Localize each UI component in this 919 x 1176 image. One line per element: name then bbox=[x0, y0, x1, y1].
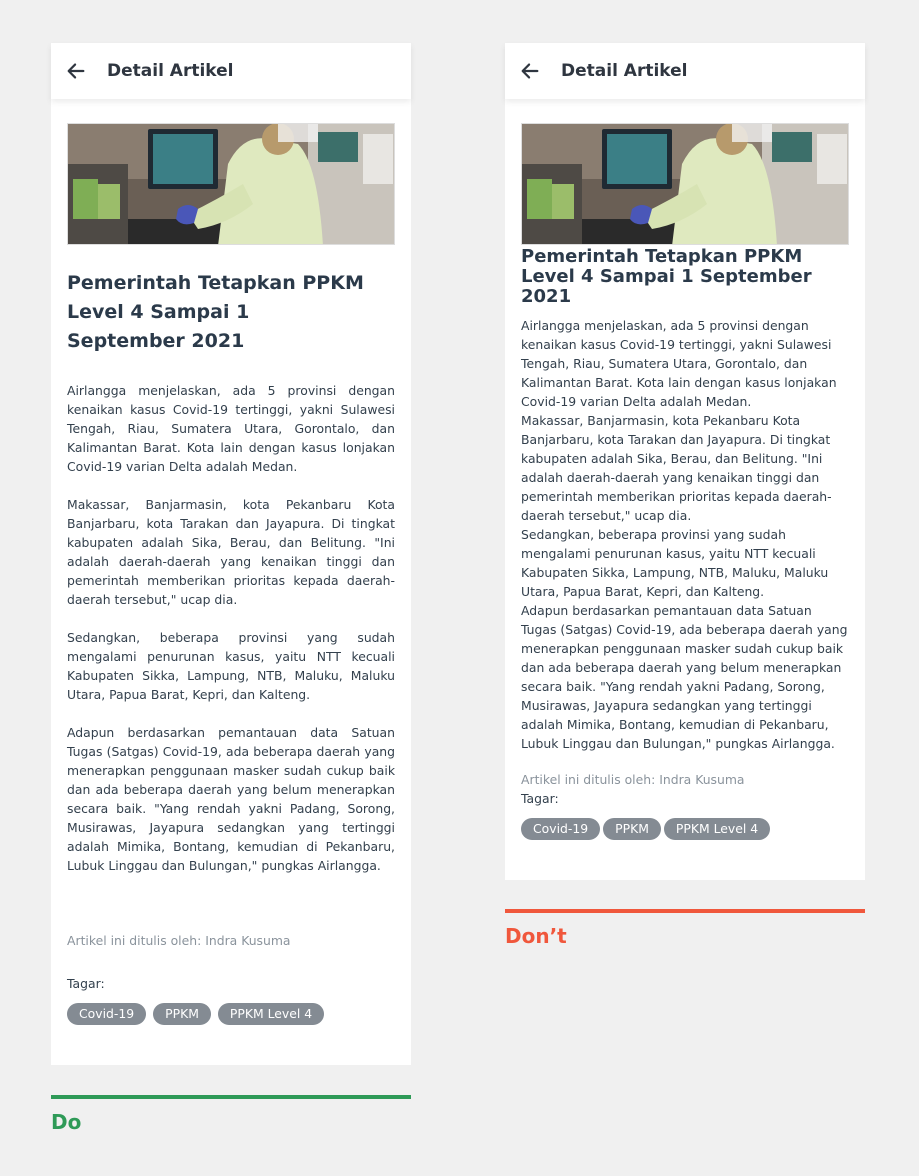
article-screen-do bbox=[51, 43, 411, 1065]
do-divider bbox=[51, 1095, 411, 1099]
top-app-bar bbox=[51, 43, 411, 99]
article-screen-dont bbox=[505, 43, 865, 880]
article-paragraph: Airlangga menjelaskan, ada 5 provinsi dengan kenaikan kasus Covid-19 tertinggi, yakni Sulawesi Tengah, Riau, Sumatera Utara, Gorontalo, dan Kalimantan Barat. Kota lain dengan kasus lonjakan Covid-19 varian Delta adalah Medan. bbox=[521, 318, 837, 409]
tag-chip[interactable]: PPKM Level 4 bbox=[218, 1003, 324, 1025]
article-author: Artikel ini ditulis oleh: Indra Kusuma bbox=[67, 933, 291, 948]
article-body bbox=[67, 381, 395, 894]
tag-list bbox=[67, 1003, 324, 1025]
article-paragraph: Adapun berdasarkan pemantauan data Satuan Tugas (Satgas) Covid-19, ada beberapa daerah yang menerapkan penggunaan masker sudah cukup baik dan ada beberapa daerah yang belum menerapkan secara baik. "Yang rendah yakni Padang, Sorong, Musirawas, Jayapura sedangkan yang tertinggi adalah Mimika, Bontang, kemudian di Pekanbaru, Lubuk Linggau dan Bulungan," pungkas Airlangga. bbox=[521, 603, 848, 751]
article-body bbox=[521, 316, 851, 753]
top-app-bar bbox=[505, 43, 865, 99]
article-paragraph: Sedangkan, beberapa provinsi yang sudah mengalami penurunan kasus, yaitu NTT kecuali Kabupaten Sikka, Lampung, NTB, Maluku, Maluku Utara, Papua Barat, Kepri, dan Kalteng. bbox=[67, 630, 395, 702]
tag-chip[interactable]: PPKM bbox=[603, 818, 661, 840]
tag-list bbox=[521, 818, 770, 840]
article-author: Artikel ini ditulis oleh: Indra Kusuma bbox=[521, 772, 745, 787]
article-title: Pemerintah Tetapkan PPKM Level 4 Sampai 1 September 2021 bbox=[67, 272, 364, 352]
tags-label: Tagar: bbox=[67, 976, 105, 991]
tag-chip[interactable]: PPKM Level 4 bbox=[664, 818, 770, 840]
tag-chip[interactable]: PPKM bbox=[153, 1003, 211, 1025]
article-paragraph: Makassar, Banjarmasin, kota Pekanbaru Kota Banjarbaru, kota Tarakan dan Jayapura. Di tingkat kabupaten adalah Sika, Berau, dan Belitung. "Ini adalah daerah-daerah yang kenaikan tinggi dan pemerintah memberikan prioritas kepada daerah-daerah tersebut," ucap dia. bbox=[67, 497, 395, 607]
article-image bbox=[67, 123, 395, 245]
article-paragraph: Adapun berdasarkan pemantauan data Satuan Tugas (Satgas) Covid-19, ada beberapa daerah yang menerapkan penggunaan masker sudah cukup baik dan ada beberapa daerah yang belum menerapkan secara baik. "Yang rendah yakni Padang, Sorong, Musirawas, Jayapura sedangkan yang tertinggi adalah Mimika, Bontang, kemudian di Pekanbaru, Lubuk Linggau dan Bulungan," pungkas Airlangga. bbox=[67, 725, 395, 873]
article-paragraph: Makassar, Banjarmasin, kota Pekanbaru Kota Banjarbaru, kota Tarakan dan Jayapura. Di tingkat kabupaten adalah Sika, Berau, dan Belitung. "Ini adalah daerah-daerah yang kenaikan tinggi dan pemerintah memberikan prioritas kepada daerah-daerah tersebut," ucap dia. bbox=[521, 413, 832, 523]
do-label: Do bbox=[51, 1110, 82, 1134]
dont-divider bbox=[505, 909, 865, 913]
article-paragraph: Airlangga menjelaskan, ada 5 provinsi dengan kenaikan kasus Covid-19 tertinggi, yakni Sulawesi Tengah, Riau, Sumatera Utara, Gorontalo, dan Kalimantan Barat. Kota lain dengan kasus lonjakan Covid-19 varian Delta adalah Medan. bbox=[67, 383, 395, 474]
article-title: Pemerintah Tetapkan PPKM Level 4 Sampai 1 September 2021 bbox=[521, 246, 812, 307]
dont-label: Don’t bbox=[505, 924, 567, 948]
article-paragraph: Sedangkan, beberapa provinsi yang sudah mengalami penurunan kasus, yaitu NTT kecuali Kabupaten Sikka, Lampung, NTB, Maluku, Maluku Utara, Papua Barat, Kepri, dan Kalteng. bbox=[521, 527, 829, 599]
page-title: Detail Artikel bbox=[107, 61, 234, 81]
arrow-left-icon[interactable] bbox=[65, 60, 87, 82]
tag-chip[interactable]: Covid-19 bbox=[67, 1003, 146, 1025]
tags-label: Tagar: bbox=[521, 791, 559, 806]
page-title: Detail Artikel bbox=[561, 61, 688, 81]
article-image bbox=[521, 123, 849, 245]
tag-chip[interactable]: Covid-19 bbox=[521, 818, 600, 840]
arrow-left-icon[interactable] bbox=[519, 60, 541, 82]
